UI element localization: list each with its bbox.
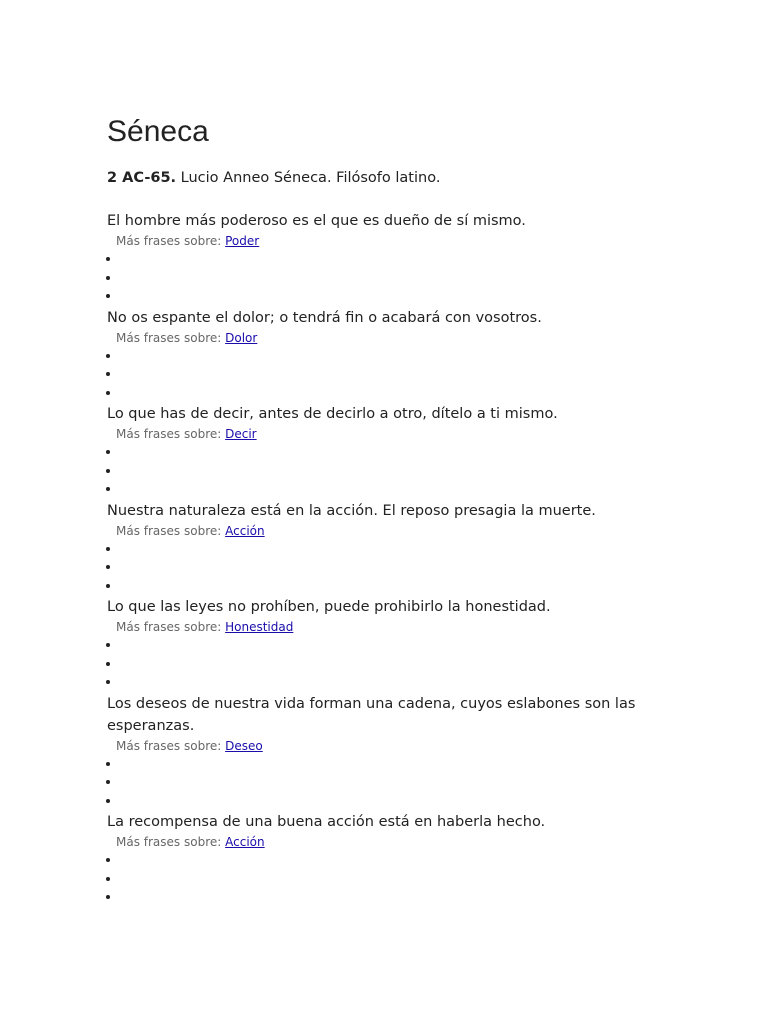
quote-text: Lo que las leyes no prohíben, puede prohibirlo la honestidad. [107,599,551,615]
quote-text: No os espante el dolor; o tendrá fin o acabará con vosotros. [107,309,542,326]
more-quotes-line [116,618,687,635]
quote-item [107,691,687,810]
more-quotes-line [116,329,687,346]
bullet-item [120,557,687,576]
bullet-item [120,442,687,461]
topic-link[interactable]: Acción [225,835,265,849]
page-title: Séneca [107,115,209,148]
bullet-item [120,850,687,869]
bullet-item [120,635,687,654]
bullet-item [120,672,687,691]
quote-item [107,809,687,906]
quote-text: Los deseos de nuestra vida forman una cadena, cuyos eslabones son las esperanzas. [107,695,636,734]
bullet-item [120,772,687,791]
bullet-item [120,383,687,402]
empty-bullet-list [107,850,687,906]
quote-item [107,305,687,402]
quote-text: La recompensa de una buena acción está en haberla hecho. [107,814,546,830]
more-quotes-label: Más frases sobre: [116,523,222,538]
quote-item [107,594,687,691]
empty-bullet-list [107,442,687,498]
more-quotes-label: Más frases sobre: [116,835,222,849]
topic-link[interactable]: Deseo [225,738,263,753]
quote-item [107,208,687,305]
bullet-item [120,576,687,595]
quote-text: Nuestra naturaleza está en la acción. El reposo presagia la muerte. [107,502,596,519]
more-quotes-label: Más frases sobre: [116,620,222,634]
bullet-item [120,286,687,305]
empty-bullet-list [107,635,687,691]
more-quotes-line [116,737,687,754]
more-quotes-line [116,232,687,249]
topic-link[interactable]: Poder [225,234,260,248]
topic-link[interactable]: Honestidad [225,620,294,634]
topic-link[interactable]: Decir [225,427,257,441]
bullet-item [120,249,687,268]
quote-item [107,498,687,595]
bullet-item [120,539,687,558]
more-quotes-label: Más frases sobre: [116,234,222,248]
bullet-item [120,364,687,383]
quote-text: El hombre más poderoso es el que es dueño de sí mismo. [107,213,526,229]
quote-item [107,401,687,498]
article [107,112,687,906]
more-quotes-line [116,425,687,442]
bullet-item [120,346,687,365]
author-summary: Lucio Anneo Séneca. Filósofo latino. [176,170,441,186]
bullet-item [120,461,687,480]
bullet-item [120,791,687,810]
bullet-item [120,754,687,773]
bullet-item [120,268,687,287]
bullet-item [120,887,687,906]
bullet-item [120,479,687,498]
author-years: 2 AC-65. [107,170,177,186]
bullet-item [120,654,687,673]
more-quotes-line [116,522,687,539]
more-quotes-line [116,833,687,850]
empty-bullet-list [107,539,687,595]
empty-bullet-list [107,754,687,810]
empty-bullet-list [107,249,687,305]
quote-text: Lo que has de decir, antes de decirlo a otro, dítelo a ti mismo. [107,406,558,422]
empty-bullet-list [107,346,687,402]
more-quotes-label: Más frases sobre: [116,330,222,345]
more-quotes-label: Más frases sobre: [116,427,222,441]
more-quotes-label: Más frases sobre: [116,738,222,753]
topic-link[interactable]: Dolor [225,330,258,345]
quote-list [107,208,687,906]
bullet-item [120,869,687,888]
author-description [107,168,687,188]
topic-link[interactable]: Acción [225,523,265,538]
